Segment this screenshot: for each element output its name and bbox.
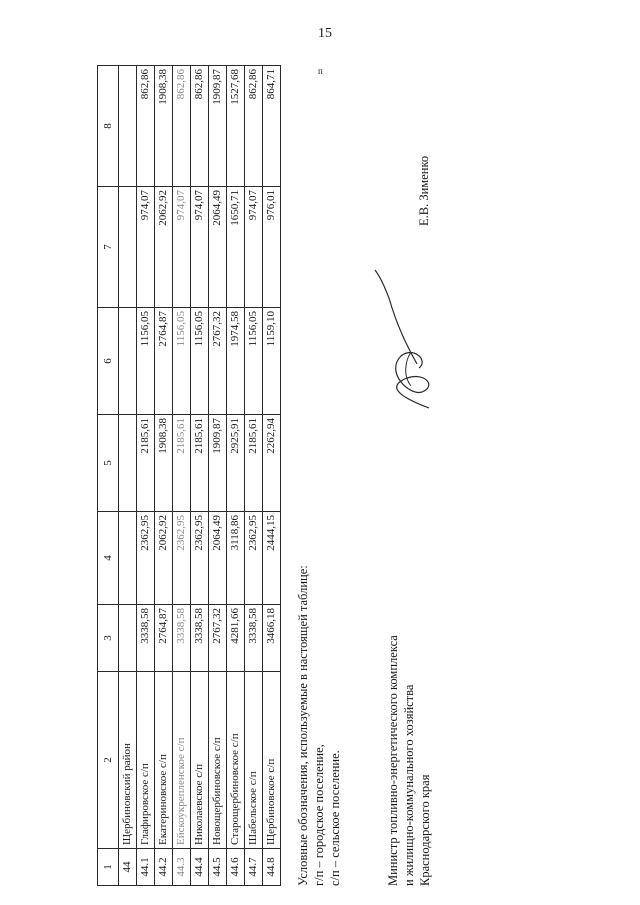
table-cell-c7: 2064,49	[209, 187, 227, 308]
table-header-row	[98, 66, 119, 886]
header-cell: 4	[98, 512, 119, 605]
table-cell-c1: 44.2	[155, 849, 173, 886]
table-cell-c1: 44.3	[173, 849, 191, 886]
table-cell-c4: 3118,86	[227, 512, 245, 605]
table-row	[137, 66, 155, 886]
table-cell-c1: 44.5	[209, 849, 227, 886]
table-cell-c7: 2062,92	[155, 187, 173, 308]
table-cell-c4: 2362,95	[245, 512, 263, 605]
table-cell-c8: 864,71	[263, 66, 281, 187]
tariff-table	[97, 65, 281, 886]
table-row	[155, 66, 173, 886]
table-cell-c4: 2062,92	[155, 512, 173, 605]
table-cell-c2: Глафировское с/п	[137, 672, 155, 849]
table-cell-c6: 1156,05	[245, 308, 263, 415]
table-cell-c2: Ейскоукрепленское с/п	[173, 672, 191, 849]
table-cell-c2: Щербиновское с/п	[263, 672, 281, 849]
table-cell-c8: 862,86	[173, 66, 191, 187]
table-cell-c7: 974,07	[191, 187, 209, 308]
table-cell-c8: 862,86	[191, 66, 209, 187]
table-cell-c5: 1909,87	[209, 415, 227, 512]
table-cell-c7: 976,01	[263, 187, 281, 308]
table-cell-c7: 974,07	[245, 187, 263, 308]
table-cell-c8: 1527,68	[227, 66, 245, 187]
table-cell-c5: 2925,91	[227, 415, 245, 512]
table-cell-c5: 1908,38	[155, 415, 173, 512]
table-cell-c6: 1156,05	[191, 308, 209, 415]
table-cell-c5: 2185,61	[245, 415, 263, 512]
table-cell-c1: 44.6	[227, 849, 245, 886]
table-cell-c1: 44.4	[191, 849, 209, 886]
table-cell-c3: 3338,58	[137, 605, 155, 672]
table-row	[209, 66, 227, 886]
header-cell: 3	[98, 605, 119, 672]
header-cell: 5	[98, 415, 119, 512]
header-cell: 2	[98, 672, 119, 849]
table-cell-c3: 4281,66	[227, 605, 245, 672]
table-cell-c4: 2362,95	[137, 512, 155, 605]
table-cell-c3: 3466,18	[263, 605, 281, 672]
table-cell-c6: 1156,05	[173, 308, 191, 415]
table-cell-c7: 974,07	[173, 187, 191, 308]
header-cell: 6	[98, 308, 119, 415]
table-cell-c6: 2767,32	[209, 308, 227, 415]
table-row	[245, 66, 263, 886]
table-cell-c1: 44.1	[137, 849, 155, 886]
notes-title: Условные обозначения, используемые в настоящей таблице:	[296, 565, 310, 886]
table-cell-c8: 1909,87	[209, 66, 227, 187]
table-cell-c2: Николаевское с/п	[191, 672, 209, 849]
table-cell-c1: 44.8	[263, 849, 281, 886]
table-cell-c5: 2185,61	[191, 415, 209, 512]
signatory-line-1: Министр топливно-энергетического комплекса	[386, 635, 400, 886]
rotated-content	[97, 62, 457, 886]
signatory-line-3: Краснодарского края	[418, 774, 432, 886]
table-cell-c5: 2185,61	[173, 415, 191, 512]
header-cell: 1	[98, 849, 119, 886]
table-cell-c2: Екатериновское с/п	[155, 672, 173, 849]
header-cell: 8	[98, 66, 119, 187]
table-cell-c3: 3338,58	[173, 605, 191, 672]
table-cell-c6: 2764,87	[155, 308, 173, 415]
table-cell-c4: 2444,15	[263, 512, 281, 605]
table-cell-c4	[119, 512, 137, 605]
signatory-title	[385, 635, 433, 886]
notes-abbrev-sp: с/п – сельское поселение.	[328, 750, 342, 886]
handwritten-signature	[367, 266, 447, 416]
signatory-line-2: и жилищно-коммунального хозяйства	[402, 684, 416, 886]
table-row	[173, 66, 191, 886]
table-cell-c3: 2767,32	[209, 605, 227, 672]
table-cell-c8: 862,86	[245, 66, 263, 187]
table-cell-c7: 974,07	[137, 187, 155, 308]
table-cell-c4: 2064,49	[209, 512, 227, 605]
table-cell-c6: 1159,10	[263, 308, 281, 415]
signatory-name: Е.В. Зименко	[417, 155, 431, 226]
table-cell-c6	[119, 308, 137, 415]
table-cell-c4: 2362,95	[191, 512, 209, 605]
table-cell-c6: 1974,58	[227, 308, 245, 415]
table-row	[191, 66, 209, 886]
table-cell-c2: Новощербиновское с/п	[209, 672, 227, 849]
table-cell-c2: Старощербиновское с/п	[227, 672, 245, 849]
table-cell-c4: 2362,95	[173, 512, 191, 605]
notes-abbrev-gp: г/п – городское поселение,	[312, 744, 326, 886]
table-cell-c7	[119, 187, 137, 308]
table-cell-c5: 2262,94	[263, 415, 281, 512]
table-cell-c8: 862,86	[137, 66, 155, 187]
table-cell-c2: Шабельское с/п	[245, 672, 263, 849]
table-cell-c8	[119, 66, 137, 187]
table-cell-c7: 1650,71	[227, 187, 245, 308]
table-cell-c5: 2185,61	[137, 415, 155, 512]
page-number: 15	[318, 26, 332, 41]
table-row	[263, 66, 281, 886]
table-row	[119, 66, 137, 886]
header-cell: 7	[98, 187, 119, 308]
table-cell-c6: 1156,05	[137, 308, 155, 415]
table-cell-c1: 44	[119, 849, 137, 886]
table-cell-c2: Щербиновский район	[119, 672, 137, 849]
table-row	[227, 66, 245, 886]
table-cell-c3: 3338,58	[191, 605, 209, 672]
table-cell-c3: 3338,58	[245, 605, 263, 672]
table-cell-c3: 2764,87	[155, 605, 173, 672]
notes-block	[295, 565, 343, 886]
margin-mark: п	[318, 66, 323, 76]
table-cell-c3	[119, 605, 137, 672]
table-cell-c8: 1908,38	[155, 66, 173, 187]
table-cell-c5	[119, 415, 137, 512]
table-cell-c1: 44.7	[245, 849, 263, 886]
